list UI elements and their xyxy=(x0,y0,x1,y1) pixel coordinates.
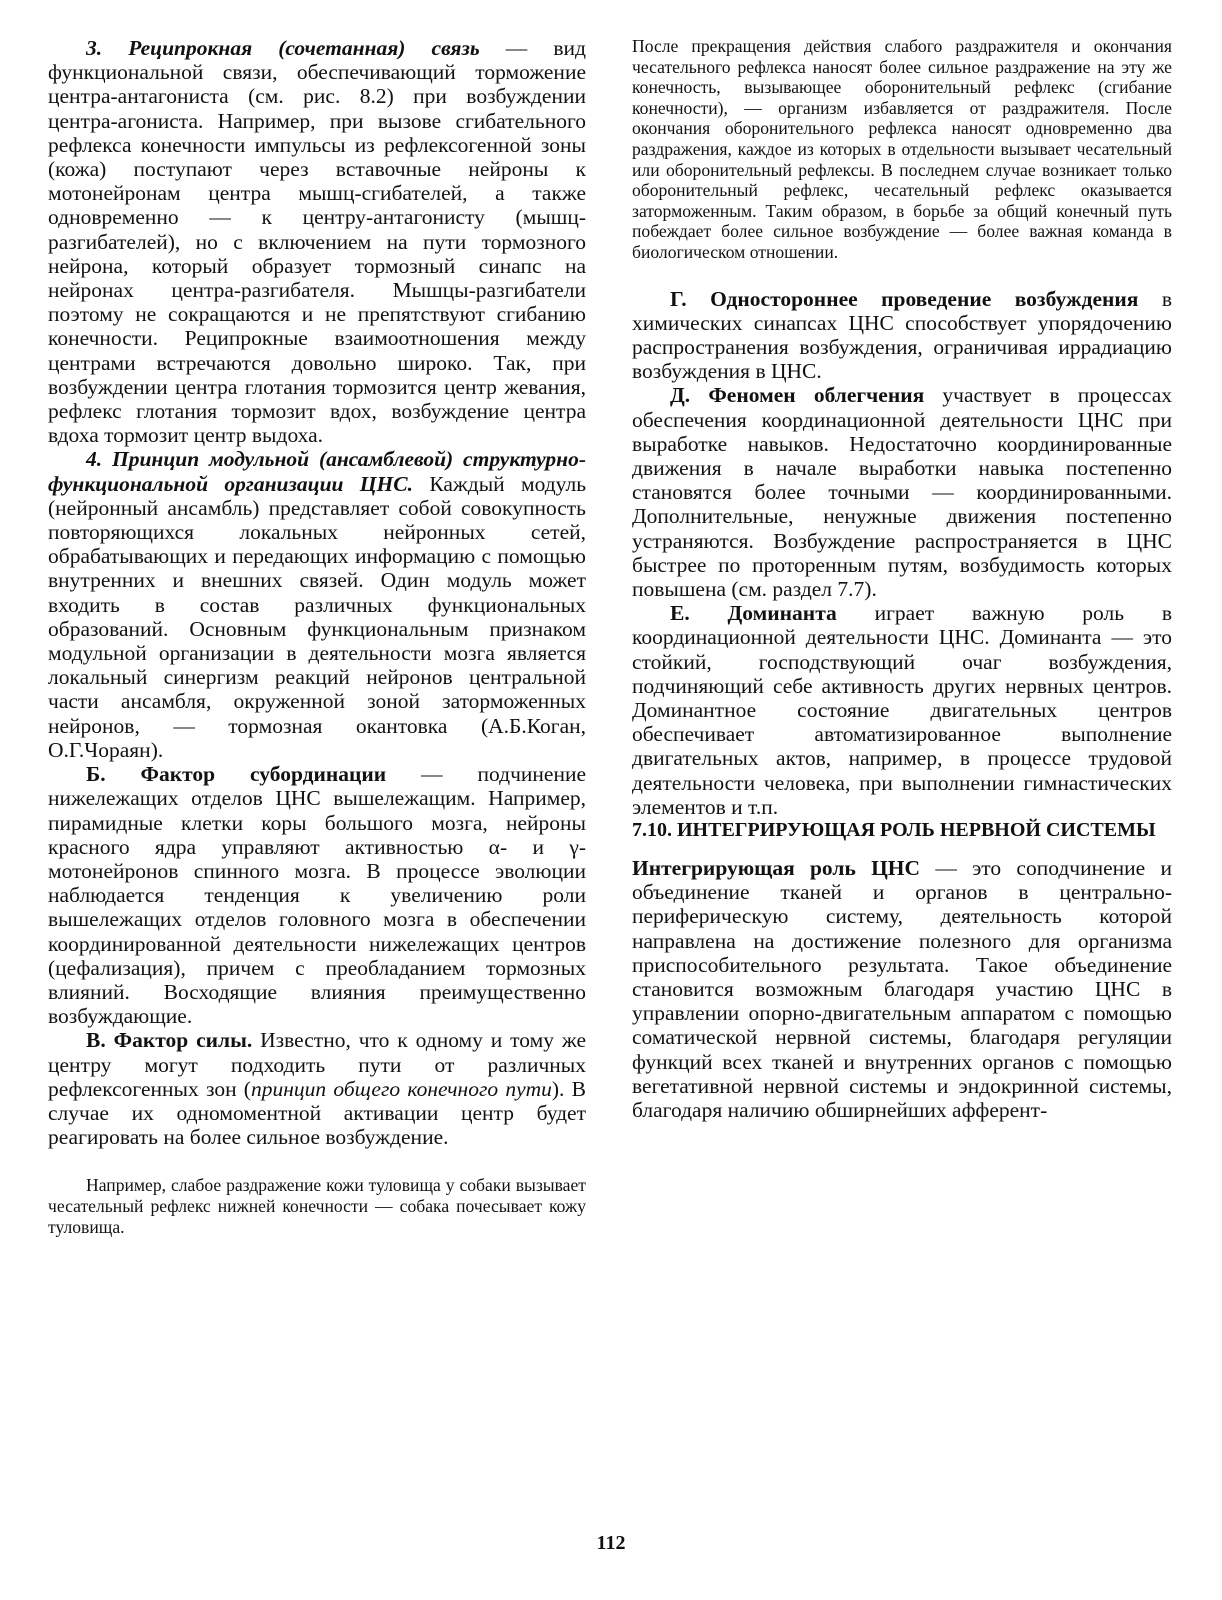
term-one-way-conduction: Г. Одностороннее проведение возбуждения xyxy=(670,286,1139,311)
paragraph-modular-principle xyxy=(48,447,586,762)
paragraph-facilitation xyxy=(632,383,1172,601)
paragraph-text: играет важную роль в координационной деятельности ЦНС. Доминанта — это стойкий, господствующий очаг возбуждения, подчиняющий себе активность других нервных центров. Доминантное состояние двигательных центров обеспечивает автоматизированное выполнение двигательных актов, например, в процессе трудовой деятельности человека, при выполнении гимнастических элементов и т.п. xyxy=(632,601,1172,819)
term-dominant: Е. Доминанта xyxy=(670,601,837,626)
paragraph-example-continued xyxy=(632,36,1172,263)
page-number: 112 xyxy=(596,1532,626,1554)
paragraph-strength-factor xyxy=(48,1028,586,1149)
term-modular-principle: 4. Принцип модульной (ансамблевой) структурно-функциональной организации ЦНС. xyxy=(48,447,586,496)
paragraph-one-way-conduction xyxy=(632,287,1172,384)
term-common-final-path: принцип общего конечного пути xyxy=(250,1076,552,1101)
paragraph-example-dog xyxy=(48,1175,586,1237)
paragraph-text: После прекращения действия слабого раздражителя и окончания чесательного рефлекса наносят более сильное раздражение на эту же конечность, вызывающее оборонительный рефлекс (сгибание конечности), — организм избавляется от раздражителя. После окончания оборонительного рефлекса наносят одновременно два раздражения, каждое из которых в отдельности вызывает чесательный или оборонительный рефлексы. В последнем случае возникает только оборонительный рефлекс, чесательный рефлекс оказывается заторможенным. Таким образом, в борьбе за общий конечный путь побеждает более сильное возбуждение — более важная команда в биологическом отношении. xyxy=(632,36,1172,262)
paragraph-integrating-role xyxy=(632,856,1172,1122)
term-integrating-role: Интегрирующая роль ЦНС xyxy=(632,856,921,880)
paragraph-subordination-factor xyxy=(48,762,586,1028)
paragraph-text: ). В случае их одномоментной активации центр будет реагировать на более сильное возбуждение. xyxy=(48,1076,587,1150)
term-strength-factor: В. Фактор силы. xyxy=(86,1028,253,1053)
term-reciprocal-connection: 3. Реципрокная (сочетанная) связь xyxy=(86,36,480,60)
paragraph-dominant xyxy=(632,601,1172,819)
paragraph-text: — подчинение нижележащих отделов ЦНС вышележащим. Например, пирамидные клетки коры большого мозга, нейроны красного ядра управляют активностью α- и γ-мотонейронов спинного мозга. В процессе эволюции наблюдается тенденция к увеличению роли вышележащих отделов головного мозга в обеспечении координированной деятельности нижележащих центров (цефализация), причем с преобладанием тормозных влияний. Восходящие влияния преимущественно возбуждающие. xyxy=(48,762,587,1029)
term-facilitation: Д. Феномен облегчения xyxy=(670,383,925,408)
paragraph-text: в химических синапсах ЦНС способствует упорядочению распространения возбуждения, ограничивая иррадиацию возбуждения в ЦНС. xyxy=(632,286,1172,384)
paragraph-text: — вид функциональной связи, обеспечивающий торможение центра-антагониста (см. рис. 8.2) при возбуждении центра-агониста. Например, при вызове сгибательного рефлекса конечности импульсы из рефлексогенной зоны (кожа) поступают через вставочные нейроны к мотонейронам центра мышц-сгибателей, а также одновременно — к центру-антагонисту (мышц-разгибателей), но с включением на пути тормозного нейрона, который образует тормозный синапс на нейронах центра-разгибателя. Мышцы-разгибатели поэтому не сокращаются и не препятствуют сгибанию конечности. Реципрокные взаимоотношения между центрами встречаются довольно широко. Так, при возбуждении центра глотания тормозится центр жевания, рефлекс глотания тормозит вдох, возбуждение центра вдоха тормозит центр выдоха. xyxy=(48,36,586,448)
right-column xyxy=(632,36,1172,1122)
paragraph-text: Например, слабое раздражение кожи туловища у собаки вызывает чесательный рефлекс нижней конечности — собака почесывает кожу туловища. xyxy=(48,1175,586,1237)
paragraph-text: Известно, что к одному и тому же центру могут подходить пути от различных рефлексогенных зон ( xyxy=(48,1028,586,1101)
term-subordination-factor: Б. Фактор субординации xyxy=(86,762,387,787)
paragraph-text: — это соподчинение и объединение тканей и органов в центрально-периферическую систему, деятельность которой направлена на достижение полезного для организма приспособительного результата. Такое объединение становится возможным благодаря участию ЦНС в управлении опорно-двигательным аппаратом с помощью соматической нервной системы, благодаря регуляции функций всех тканей и внутренних органов с помощью вегетативной нервной системы и эндокринной системы, благодаря наличию обширнейших афферент- xyxy=(632,856,1172,1123)
left-column xyxy=(48,36,586,1237)
paragraph-text: Каждый модуль (нейронный ансамбль) представляет собой совокупность повторяющихся локальных нейронных сетей, обрабатывающих и передающих информацию с помощью внутренних и внешних связей. Один модуль может входить в состав различных функциональных образований. Основным функциональным признаком модульной организации в деятельности мозга является локальный синергизм реакций нейронов центральной части ансамбля, окруженной зоной заторможенных нейронов, — тормозная окантовка (А.Б.Коган, О.Г.Чораян). xyxy=(48,471,586,762)
paragraph-text: участвует в процессах обеспечения координационной деятельности ЦНС при выработке навыков. Недостаточно координированные движения в начале выработки навыка постепенно становятся более точными — координированными. Дополнительные, ненужные движения постепенно устраняются. Возбуждение распространяется в ЦНС быстрее по проторенным путям, возбудимость которых повышена (см. раздел 7.7). xyxy=(632,383,1172,601)
section-heading: 7.10. ИНТЕГРИРУЮЩАЯ РОЛЬ НЕРВНОЙ СИСТЕМЫ xyxy=(632,819,1156,841)
paragraph-reciprocal-connection xyxy=(48,36,586,447)
